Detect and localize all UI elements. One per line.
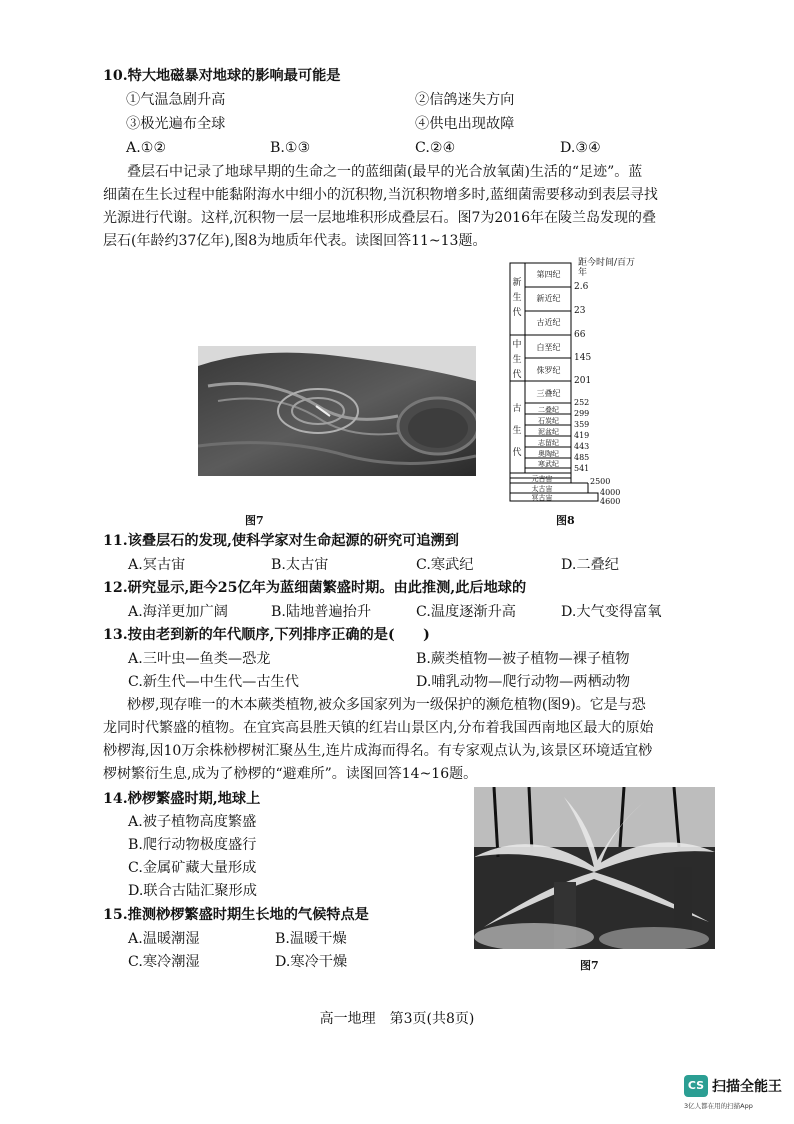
age-359: 359 xyxy=(574,420,590,429)
period-paleogene: 古近纪 xyxy=(536,318,561,327)
intro2-line1: 桫椤,现存唯一的木本蕨类植物,被众多国家列为一级保护的濒危植物(图9)。它是与恐 xyxy=(127,697,646,713)
q15-option-c: C.寒冷潮湿 xyxy=(128,954,200,970)
q15-option-a: A.温暖潮湿 xyxy=(128,931,200,947)
q13-stem: 13.按由老到新的年代顺序,下列排序正确的是( ) xyxy=(103,627,430,643)
tree-fern-photo xyxy=(474,787,715,949)
intro1-line1: 叠层石中记录了地球早期的生命之一的蓝细菌(最早的光合放氧菌)生活的“足迹”。蓝 xyxy=(127,164,643,180)
q11-stem: 11.该叠层石的发现,使科学家对生命起源的研究可追溯到 xyxy=(103,533,459,549)
period-devonian: 泥盆纪 xyxy=(538,428,559,436)
q11-option-d: D.二叠纪 xyxy=(561,557,619,573)
q12-option-b: B.陆地普遍抬升 xyxy=(271,604,372,620)
age-419: 419 xyxy=(574,431,590,440)
figure7-caption: 图7 xyxy=(245,514,264,527)
era-paleozoic: 古生代 xyxy=(512,404,522,458)
q10-item-2: ②信鸽迷失方向 xyxy=(415,92,515,108)
intro2-line4: 椤树繁衍生息,成为了桫椤的“避难所”。读图回答14~16题。 xyxy=(103,766,478,782)
q13-option-b: B.蕨类植物—被子植物—裸子植物 xyxy=(416,651,630,667)
q12-option-c: C.温度逐渐升高 xyxy=(416,604,516,620)
q14-option-c: C.金属矿藏大量形成 xyxy=(128,860,257,876)
q13-option-c: C.新生代—中生代—古生代 xyxy=(128,674,299,690)
intro1-line3: 光源进行代谢。这样,沉积物一层一层地堆积形成叠层石。图7为2016年在陵兰岛发现的叠 xyxy=(103,210,656,226)
intro1-line4: 层石(年龄约37亿年),图8为地质年代表。读图回答11~13题。 xyxy=(103,233,487,249)
age-252: 252 xyxy=(574,398,590,407)
stromatolite-photo xyxy=(198,346,476,476)
period-cambrian: 寒武纪 xyxy=(538,460,559,468)
figure9-caption: 图7 xyxy=(580,959,599,972)
q14-option-b: B.爬行动物极度盛行 xyxy=(128,837,257,853)
camscanner-logo: CS xyxy=(684,1075,708,1097)
era-cenozoic: 新生代 xyxy=(512,278,522,318)
q13-option-a: A.三叶虫—鱼类—恐龙 xyxy=(128,651,271,667)
q11-option-b: B.太古宙 xyxy=(271,557,329,573)
q10-option-d: D.③④ xyxy=(560,140,601,156)
intro1-line2: 细菌在生长过程中能黏附海水中细小的沉积物,当沉积物增多时,蓝细菌需要移动到表层寻找 xyxy=(103,187,658,203)
age-66: 66 xyxy=(574,330,586,340)
intro2-line3: 桫椤海,因10万余株桫椤树汇聚丛生,连片成海而得名。有专家观点认为,该景区环境适宜桫 xyxy=(103,743,653,759)
q10-item-3: ③极光遍布全球 xyxy=(126,116,226,132)
q10-option-c: C.②④ xyxy=(415,140,456,156)
age-2-6: 2.6 xyxy=(574,282,589,292)
period-neogene: 新近纪 xyxy=(536,294,561,303)
period-quaternary: 第四纪 xyxy=(536,270,561,279)
q15-option-b: B.温暖干燥 xyxy=(275,931,347,947)
age-4600: 4600 xyxy=(600,497,621,506)
q10-item-4: ④供电出现故障 xyxy=(415,116,515,132)
age-145: 145 xyxy=(574,353,592,363)
q12-option-a: A.海洋更加广阔 xyxy=(128,604,228,620)
q10-option-b: B.①③ xyxy=(270,140,311,156)
q12-option-d: D.大气变得富氧 xyxy=(561,604,662,620)
period-permian: 二叠纪 xyxy=(538,406,559,414)
q10-stem: 10.特大地磁暴对地球的影响最可能是 xyxy=(103,68,341,84)
era-mesozoic: 中生代 xyxy=(512,340,522,380)
age-541: 541 xyxy=(574,464,590,473)
page-footer: 高一地理 第3页(共8页) xyxy=(319,1011,475,1027)
q13-option-d: D.哺乳动物—爬行动物—两栖动物 xyxy=(416,674,631,690)
age-299: 299 xyxy=(574,409,590,418)
q12-stem: 12.研究显示,距今25亿年为蓝细菌繁盛时期。由此推测,此后地球的 xyxy=(103,580,527,596)
age-23: 23 xyxy=(574,306,586,316)
q14-option-a: A.被子植物高度繁盛 xyxy=(128,814,257,830)
q15-stem: 15.推测桫椤繁盛时期生长地的气候特点是 xyxy=(103,907,369,923)
age-2500: 2500 xyxy=(590,477,611,486)
table-header-age: 距今时间/百万年 xyxy=(578,258,636,278)
q11-option-c: C.寒武纪 xyxy=(416,557,474,573)
period-triassic: 三叠纪 xyxy=(536,389,561,398)
age-4000: 4000 xyxy=(600,488,621,497)
q11-option-a: A.冥古宙 xyxy=(128,557,186,573)
geologic-time-table xyxy=(498,258,636,508)
brand-name: 扫描全能王 xyxy=(712,1079,782,1095)
q14-stem: 14.桫椤繁盛时期,地球上 xyxy=(103,791,261,807)
intro2-line2: 龙同时代繁盛的植物。在宜宾高县胜天镇的红岩山景区内,分布着我国西南地区最大的原始 xyxy=(103,720,654,736)
q14-option-d: D.联合古陆汇聚形成 xyxy=(128,883,257,899)
period-carboniferous: 石炭纪 xyxy=(538,417,559,425)
age-485: 485 xyxy=(574,453,590,462)
eon-proterozoic: 元古宙 xyxy=(531,475,553,483)
brand-tagline: 3亿人都在用的扫描App xyxy=(684,1102,753,1110)
figure8-caption: 图8 xyxy=(556,514,575,527)
period-jurassic: 侏罗纪 xyxy=(536,366,561,375)
period-ordovician: 奥陶纪 xyxy=(538,450,559,458)
age-443: 443 xyxy=(574,442,590,451)
eon-archean: 太古宙 xyxy=(531,485,553,493)
period-cretaceous: 白垩纪 xyxy=(536,343,561,352)
eon-hadean: 冥古宙 xyxy=(531,494,553,502)
age-201: 201 xyxy=(574,376,592,386)
q10-item-1: ①气温急剧升高 xyxy=(126,92,226,108)
q10-option-a: A.①② xyxy=(126,140,167,156)
q15-option-d: D.寒冷干燥 xyxy=(275,954,348,970)
period-silurian: 志留纪 xyxy=(538,439,559,447)
